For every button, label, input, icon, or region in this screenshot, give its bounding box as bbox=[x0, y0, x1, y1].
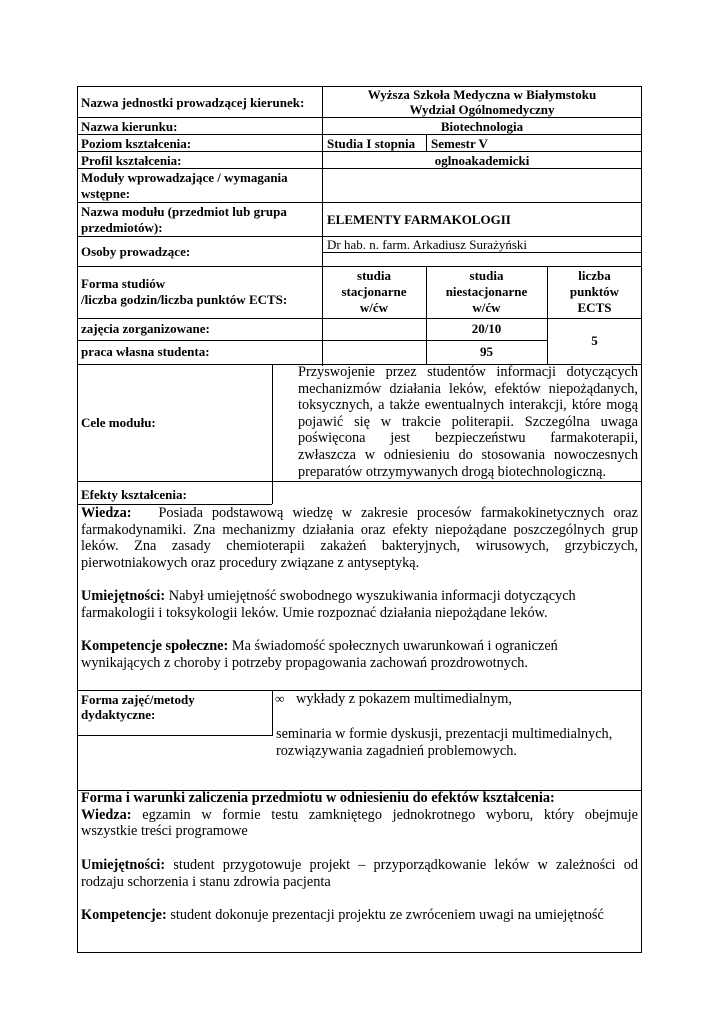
assessment-knowledge-head: Wiedza: bbox=[81, 806, 132, 823]
effects-skills-line: Umiejętności: Nabył umiejętność swobodnego wyszukiwania informacji dotyczących bbox=[81, 588, 576, 604]
teachers-value: Dr hab. n. farm. Arkadiusz Surażyński bbox=[327, 237, 528, 252]
ects-header-2: punktów bbox=[569, 284, 620, 299]
assessment-competence-head: Kompetencje: bbox=[81, 907, 167, 923]
ects-header-1: liczba bbox=[578, 268, 611, 283]
assessment-skills-line: Umiejętności: student przygotowuje projekt – przyporządkowanie leków w zależności od bbox=[81, 857, 638, 873]
methods-item-2-line-1: seminaria w formie dyskusji, prezentacji multimedialnych, bbox=[276, 726, 613, 742]
goals-line: poświęcona jest bezpieczeństwu farmakoterapii, bbox=[298, 430, 638, 447]
methods-item-2-line-2: rozwiązywania zagadnień problemowych. bbox=[276, 742, 517, 759]
goals-line: preparatów otrzymywanych drogą biotechnologiczną. bbox=[298, 463, 607, 480]
level-label: Poziom kształcenia: bbox=[81, 136, 192, 151]
assessment-skills-line: rodzaju schorzenia i stanu zdrowia pacjenta bbox=[81, 873, 331, 890]
effects-knowledge-line: Wiedza: Posiada podstawową wiedzę w zakresie procesów farmakokinetycznych oraz bbox=[81, 505, 638, 521]
effects-social-line: Kompetencje społeczne: Ma świadomość społecznych uwarunkowań i ograniczeń bbox=[81, 638, 558, 654]
level-value: Studia I stopnia bbox=[327, 136, 416, 151]
goals-line: zwłaszcza w odniesieniu do stosowania nowoczesnych bbox=[298, 447, 638, 463]
own-work-label: praca własna studenta: bbox=[81, 344, 210, 359]
goals-line: pojawić się w trakcie politerapii. Szczególna uwaga bbox=[298, 413, 638, 430]
profile-value: oglnoakademicki bbox=[434, 153, 530, 168]
assessment-knowledge-line: Wiedza: egzamin w formie testu zamkniętego jednokrotnego wyboru, który obejmuje bbox=[81, 806, 638, 823]
infinity-bullet-icon: ∞ bbox=[275, 691, 285, 706]
teachers-label: Osoby prowadzące: bbox=[81, 244, 191, 259]
intro-label-line-2: wstępne: bbox=[81, 186, 131, 201]
methods-label-line-2: dydaktyczne: bbox=[81, 707, 156, 722]
assessment-skills-head: Umiejętności: bbox=[81, 857, 166, 873]
nonstationary-header-1: studia bbox=[469, 268, 504, 283]
field-label: Nazwa kierunku: bbox=[81, 119, 178, 134]
assessment-competence-line: Kompetencje: student dokonuje prezentacji projektu ze zwróceniem uwagi na umiejętność bbox=[81, 907, 604, 923]
module-value: ELEMENTY FARMAKOLOGII bbox=[327, 212, 511, 227]
methods-label-line-1: Forma zajęć/metody bbox=[81, 692, 195, 707]
module-label-line-1: Nazwa modułu (przedmiot lub grupa bbox=[81, 204, 287, 219]
stationary-header-2: stacjonarne bbox=[341, 284, 407, 299]
effects-knowledge-line: leków. Zna zasady chemioterapii zakażeń bakteryjnych, wirusowych, grzybiczych, bbox=[81, 538, 638, 555]
form-label-line-2: /liczba godzin/liczba punktów ECTS: bbox=[81, 292, 288, 307]
goals-line: toksycznych, a także ewentualnych interakcji, które mogą bbox=[298, 397, 638, 414]
nonstationary-header-2: niestacjonarne bbox=[445, 284, 528, 299]
stationary-header-3: w/ćw bbox=[359, 300, 389, 315]
effects-label: Efekty kształcenia: bbox=[81, 487, 187, 502]
goals-line: mechanizmów działania leków, efektów niepożądanych, bbox=[298, 380, 638, 397]
effects-knowledge-line: pierwotniakowych oraz procedury związane z antyseptyką. bbox=[81, 554, 420, 571]
organized-label: zajęcia zorganizowane: bbox=[81, 321, 210, 336]
effects-skills-line: farmakologii i toksykologii leków. Umie rozpoznać działania niepożądane leków. bbox=[81, 604, 548, 621]
nonstationary-header-3: w/ćw bbox=[472, 300, 501, 315]
assessment-knowledge-line: wszystkie treści programowe bbox=[81, 823, 248, 840]
own-work-value: 95 bbox=[480, 344, 493, 359]
unit-label: Nazwa jednostki prowadzącej kierunek: bbox=[81, 95, 305, 110]
profile-label: Profil kształcenia: bbox=[81, 153, 182, 168]
semester-value: Semestr V bbox=[431, 136, 488, 151]
ects-header-3: ECTS bbox=[577, 300, 612, 315]
methods-item-1: wykłady z pokazem multimedialnym, bbox=[296, 691, 512, 707]
stationary-header-1: studia bbox=[357, 268, 391, 283]
unit-value-line-1: Wyższa Szkoła Medyczna w Białymstoku bbox=[367, 87, 597, 102]
effects-knowledge-line: farmakodynamiki. Zna mechanizmy działania oraz efekty niepożądane poszczególnych grup bbox=[81, 521, 638, 538]
effects-skills-head: Umiejętności: bbox=[81, 588, 166, 604]
effects-social-head: Kompetencje społeczne: bbox=[81, 638, 229, 654]
goals-label: Cele modułu: bbox=[81, 415, 156, 430]
goals-line: Przyswojenie przez studentów informacji dotyczących bbox=[298, 364, 638, 380]
effects-knowledge-head: Wiedza: bbox=[81, 505, 132, 521]
form-label-line-1: Forma studiów bbox=[81, 276, 166, 291]
organized-value: 20/10 bbox=[471, 321, 502, 336]
field-value: Biotechnologia bbox=[440, 119, 524, 134]
effects-social-line: wynikających z choroby i potrzeby propagowania zachowań prozdrowotnych. bbox=[81, 654, 529, 671]
ects-value: 5 bbox=[591, 333, 598, 348]
assessment-heading: Forma i warunki zaliczenia przedmiotu w odniesieniu do efektów kształcenia: bbox=[81, 790, 555, 806]
module-label-line-2: przedmiotów): bbox=[81, 220, 163, 235]
unit-value-line-2: Wydział Ogólnomedyczny bbox=[409, 102, 555, 117]
intro-label-line-1: Moduły wprowadzające / wymagania bbox=[81, 170, 288, 185]
